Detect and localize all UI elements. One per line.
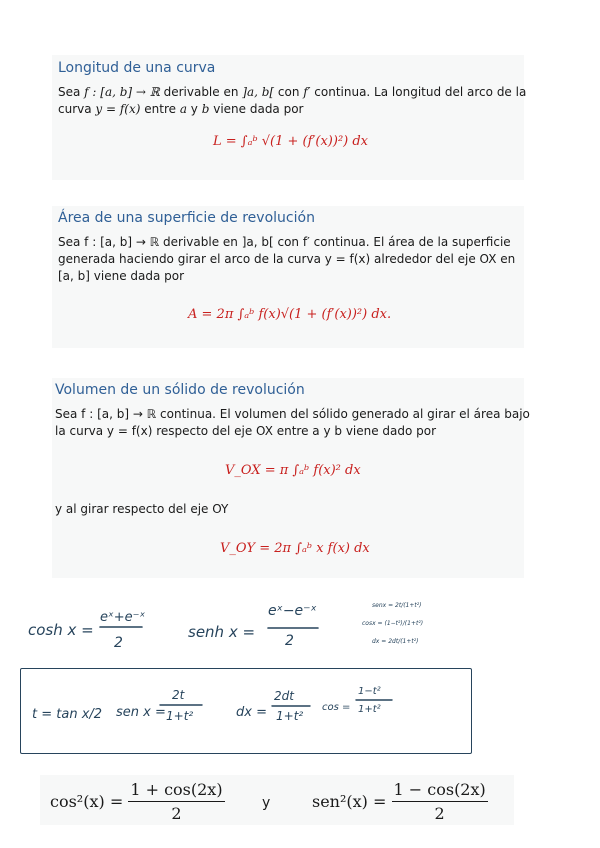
paragraph-area-line3: [a, b] viene dada por [58,269,185,283]
cos-squared-fraction [128,780,224,823]
box-cos-num: 1−t² [358,686,381,697]
sen-squared-den: 2 [434,804,445,823]
sen-squared-lhs: sen²(x) = [312,792,387,811]
cos-squared-num: 1 + cos(2x) [128,780,224,802]
small-note-sen: senx = 2t/(1+t²) [372,602,422,609]
math: f : [a, b] → ℝ [84,85,160,99]
box-dx-num: 2dt [274,689,294,703]
paragraph-volumen-mid: y al girar respecto del eje OY [55,502,229,516]
section-title-area: Área de una superficie de revolución [58,210,315,226]
text: Sea [58,85,85,99]
small-note-dx: dx = 2dt/(1+t²) [372,638,419,645]
cosh-numerator: eˣ+e⁻ˣ [100,610,146,625]
section-title-longitud: Longitud de una curva [58,60,216,76]
box-sen-label: sen x = [116,705,166,720]
paragraph-volumen-line1: Sea f : [a, b] → ℝ continua. El volumen del sólido generado al girar el área bajo [55,407,530,421]
paragraph-longitud-line1 [58,84,526,101]
cosh-label: cosh x = [28,621,94,639]
boxed-substitution-notes [20,668,470,752]
cos-squared-lhs: cos²(x) = [50,792,124,811]
box-dx-label: dx = [236,705,267,720]
cos-squared-den: 2 [171,804,182,823]
box-cos-den: 1+t² [358,704,381,715]
paragraph-longitud-line2 [58,101,304,118]
box-t-def: t = tan x/2 [32,707,103,722]
senh-numerator: eˣ−e⁻ˣ [268,603,317,619]
text: curva [58,102,96,116]
text: continua. La longitud del arco de la [310,85,527,99]
paragraph-volumen-line2: la curva y = f(x) respecto del eje OX entre a y b viene dado por [55,424,437,438]
text: con [274,85,304,99]
paragraph-area-line2: generada haciendo girar el arco de la curva y = f(x) alrededor del eje OX en [58,252,516,266]
formula-longitud [213,134,368,149]
small-note-cos: cosx = (1−t²)/(1+t²) [362,620,424,627]
math: ]a, b[ [242,85,275,99]
math: y = f(x) [95,102,141,116]
math: f′ [303,85,311,99]
math: b [201,102,210,116]
box-cos-label: cos = [322,702,351,713]
identity-sen-squared [312,780,488,823]
identity-cos-squared [50,780,225,823]
senh-denominator: 2 [285,633,294,649]
box-dx-den: 1+t² [276,709,304,723]
sen-squared-num: 1 − cos(2x) [392,780,488,802]
section-title-volumen: Volumen de un sólido de revolución [55,382,305,398]
text: entre [140,102,180,116]
paragraph-area-line1: Sea f : [a, b] → ℝ derivable en ]a, b[ con f′ continua. El área de la superficie [58,235,511,249]
senh-label: senh x = [188,623,256,641]
formula-volumen-oy: V_OY = 2π ∫ₐᵇ x f(x) dx [220,541,370,556]
identity-conjunction: y [262,795,271,811]
cosh-denominator: 2 [114,635,123,651]
text: viene dada por [209,102,304,116]
text: y [186,102,202,116]
box-sen-den: 1+t² [166,709,194,723]
formula-volumen-ox: V_OX = π ∫ₐᵇ f(x)² dx [225,463,361,478]
text: derivable en [159,85,243,99]
box-sen-num: 2t [172,688,185,702]
sen-squared-fraction [392,780,488,823]
formula-longitud-text: L = ∫ₐᵇ √(1 + (f′(x))²) dx [213,134,369,149]
formula-area: A = 2π ∫ₐᵇ f(x)√(1 + (f′(x))²) dx. [188,307,392,322]
math: a [179,102,187,116]
